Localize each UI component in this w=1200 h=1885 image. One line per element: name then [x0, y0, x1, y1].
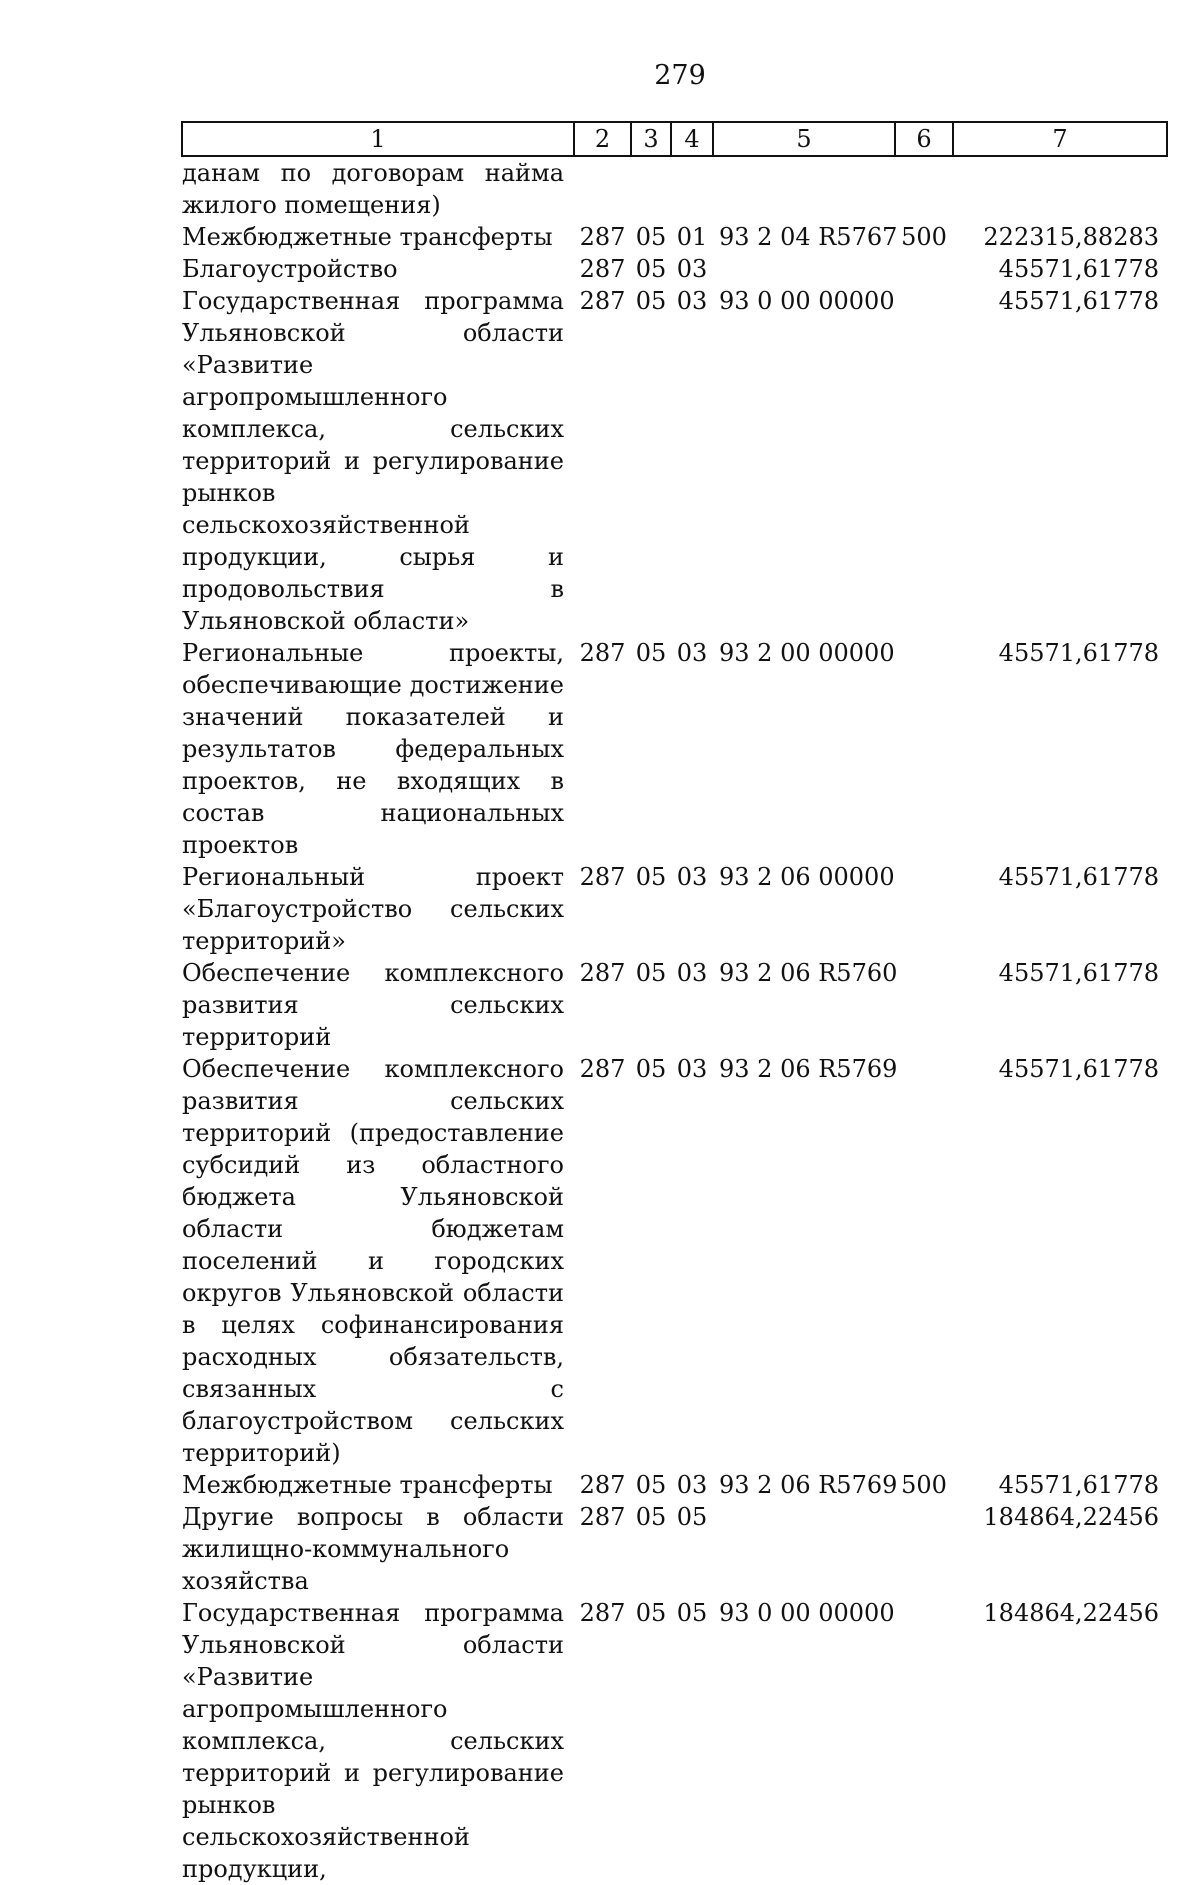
- row-rz: 05: [635, 287, 667, 315]
- row-rz: 05: [635, 1503, 667, 1531]
- row-pr: 03: [676, 287, 708, 315]
- row-sum: 45571,61778: [998, 255, 1159, 283]
- budget-table: [181, 121, 1168, 1885]
- row-ved: 287: [579, 1599, 626, 1627]
- row-sum: 45571,61778: [998, 639, 1159, 667]
- row-rz: 05: [635, 1471, 667, 1499]
- row-name: Государственная программа Ульяновской области «Развитие агропромышленного комплекса, сельских территорий и регулирование рынков сельскохозяйственной продукции, сырья и продовольствия в Ульяновской области»: [182, 287, 564, 635]
- row-ved: 287: [579, 1471, 626, 1499]
- table-row: [182, 861, 1167, 957]
- row-sum: [953, 156, 1167, 221]
- header-col-6: 6: [895, 122, 953, 156]
- row-vr: [895, 156, 953, 221]
- table-header: [182, 122, 1167, 156]
- table-row: [182, 156, 1167, 221]
- row-csr: 93 2 04 R5767: [719, 223, 898, 251]
- row-csr: 93 2 00 00000: [719, 639, 895, 667]
- row-vr: [895, 957, 953, 1053]
- table-row: [182, 1469, 1167, 1501]
- row-rz: 05: [635, 255, 667, 283]
- row-csr: 93 0 00 00000: [719, 1599, 895, 1627]
- row-pr: 05: [676, 1503, 708, 1531]
- row-rz: 05: [635, 223, 667, 251]
- header-col-5: 5: [713, 122, 895, 156]
- row-vr: [895, 285, 953, 637]
- row-pr: 03: [676, 639, 708, 667]
- header-col-2: 2: [574, 122, 631, 156]
- row-vr: [895, 637, 953, 861]
- row-csr: 93 2 06 00000: [719, 863, 895, 891]
- row-csr: 93 2 06 R5769: [719, 1055, 898, 1083]
- table-row: [182, 221, 1167, 253]
- row-rz: [631, 156, 671, 221]
- row-name: данам по договорам найма жилого помещения): [182, 159, 564, 219]
- table-row: [182, 1501, 1167, 1597]
- row-pr: 01: [676, 223, 708, 251]
- row-ved: 287: [579, 639, 626, 667]
- row-ved: 287: [579, 863, 626, 891]
- header-col-3: 3: [631, 122, 671, 156]
- row-csr: 93 2 06 R5769: [719, 1471, 898, 1499]
- table-body: [182, 156, 1167, 1885]
- row-name: Обеспечение комплексного развития сельских территорий (предоставление субсидий из областного бюджета Ульяновской области бюджетам поселений и городских округов Ульяновской области в целях софинансирования расходных обязательств, связанных с благоустройством сельских территорий): [182, 1055, 564, 1467]
- row-rz: 05: [635, 959, 667, 987]
- table-row: [182, 957, 1167, 1053]
- row-sum: 45571,61778: [998, 287, 1159, 315]
- row-vr: 500: [901, 223, 947, 251]
- row-name: Региональный проект «Благоустройство сельских территорий»: [182, 863, 564, 955]
- row-pr: [671, 156, 713, 221]
- table-row: [182, 1597, 1167, 1885]
- row-name: Межбюджетные трансферты: [182, 1471, 553, 1499]
- row-csr: 93 2 06 R5760: [719, 959, 898, 987]
- row-ved: 287: [579, 959, 626, 987]
- row-name: Государственная программа Ульяновской области «Развитие агропромышленного комплекса, сельских территорий и регулирование рынков сельскохозяйственной продукции,: [182, 1599, 564, 1883]
- table-row: [182, 253, 1167, 285]
- row-pr: 03: [676, 1055, 708, 1083]
- header-col-4: 4: [671, 122, 713, 156]
- row-ved: [574, 156, 631, 221]
- row-name: Региональные проекты, обеспечивающие достижение значений показателей и результатов федеральных проектов, не входящих в состав национальных проектов: [182, 639, 564, 859]
- row-csr: [713, 253, 895, 285]
- row-ved: 287: [579, 1055, 626, 1083]
- row-sum: 222315,88283: [983, 223, 1159, 251]
- row-csr: 93 0 00 00000: [719, 287, 895, 315]
- header-row: [182, 122, 1167, 156]
- row-rz: 05: [635, 863, 667, 891]
- header-col-7: 7: [953, 122, 1167, 156]
- row-pr: 03: [676, 863, 708, 891]
- table-row: [182, 1053, 1167, 1469]
- row-sum: 45571,61778: [998, 959, 1159, 987]
- row-ved: 287: [579, 287, 626, 315]
- row-csr: [713, 1501, 895, 1597]
- row-csr: [713, 156, 895, 221]
- row-pr: 03: [676, 255, 708, 283]
- row-vr: [895, 1501, 953, 1597]
- row-name: Обеспечение комплексного развития сельских территорий: [182, 959, 564, 1051]
- row-sum: 45571,61778: [998, 1471, 1159, 1499]
- row-rz: 05: [635, 1055, 667, 1083]
- table-row: [182, 285, 1167, 637]
- row-ved: 287: [579, 223, 626, 251]
- row-vr: [895, 861, 953, 957]
- row-pr: 03: [676, 1471, 708, 1499]
- row-sum: 184864,22456: [983, 1503, 1159, 1531]
- header-col-1: 1: [182, 122, 574, 156]
- row-sum: 45571,61778: [998, 863, 1159, 891]
- table-row: [182, 637, 1167, 861]
- row-vr: [895, 1597, 953, 1885]
- row-rz: 05: [635, 1599, 667, 1627]
- row-sum: 45571,61778: [998, 1055, 1159, 1083]
- row-pr: 03: [676, 959, 708, 987]
- row-rz: 05: [635, 639, 667, 667]
- row-pr: 05: [676, 1599, 708, 1627]
- row-name: Другие вопросы в области жилищно-коммунального хозяйства: [182, 1503, 564, 1595]
- row-vr: [895, 253, 953, 285]
- row-ved: 287: [579, 1503, 626, 1531]
- row-ved: 287: [579, 255, 626, 283]
- row-name: Межбюджетные трансферты: [182, 223, 553, 251]
- row-vr: 500: [901, 1471, 947, 1499]
- page-number: 279: [654, 60, 706, 91]
- row-vr: [895, 1053, 953, 1469]
- row-name: Благоустройство: [182, 255, 398, 283]
- row-sum: 184864,22456: [983, 1599, 1159, 1627]
